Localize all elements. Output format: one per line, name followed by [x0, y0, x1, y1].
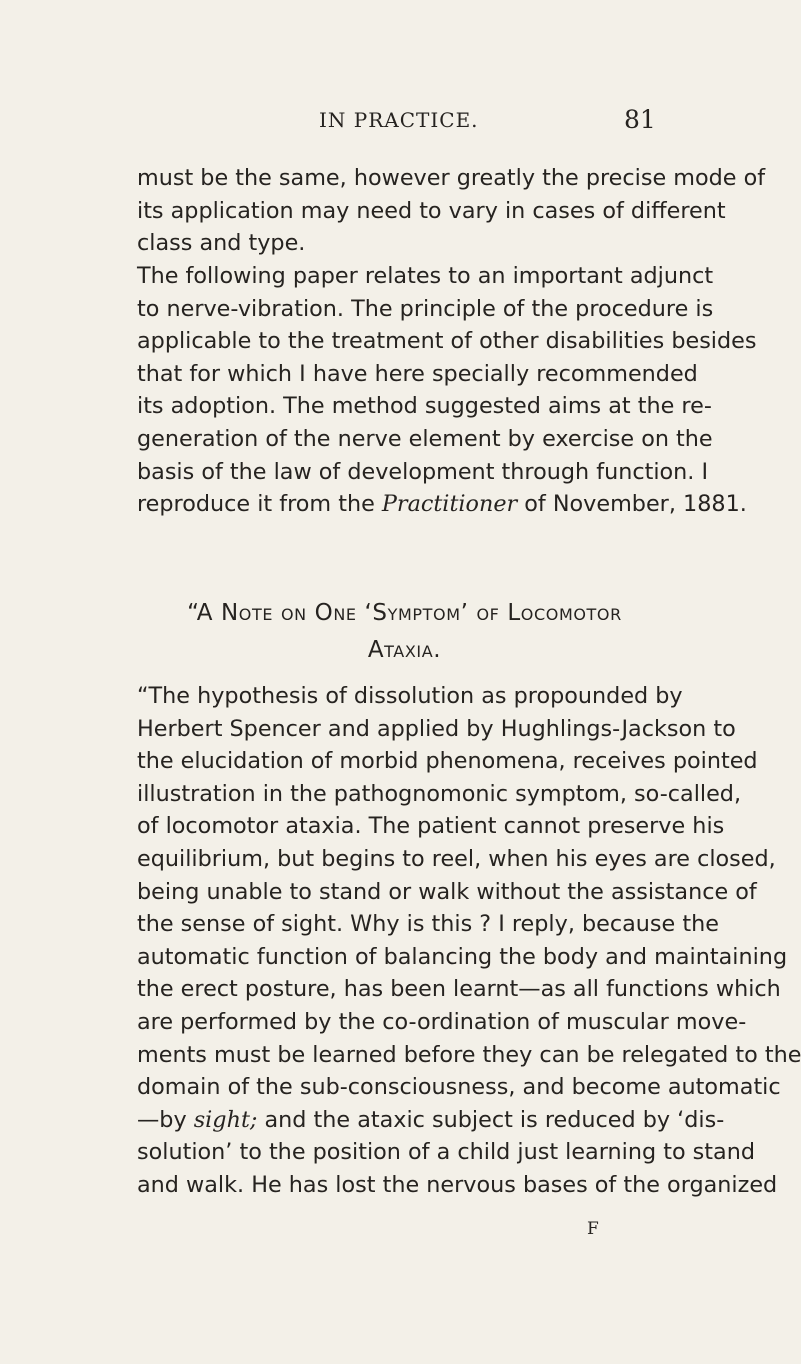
- text-line: The following paper relates to an important adjunct: [137, 263, 714, 289]
- paragraph-1: [137, 162, 766, 260]
- text-line: basis of the law of development through function. I: [137, 458, 709, 485]
- running-title: IN PRACTICE.: [319, 108, 479, 132]
- text-line: applicable to the treatment of other disabilities besides: [137, 328, 757, 355]
- heading-line: Ataxia.: [367, 637, 442, 663]
- text-line: automatic function of balancing the body and maintaining: [137, 943, 788, 970]
- text-line: the elucidation of morbid phenomena, receives pointed: [137, 748, 758, 775]
- paragraph-2: [137, 260, 757, 521]
- text-line: the sense of sight. Why is this ? I reply, because the: [137, 911, 719, 938]
- text-fragment: —by: [137, 1106, 194, 1133]
- text-line: that for which I have here specially recommended: [137, 360, 698, 387]
- text-line: domain of the sub-consciousness, and become automatic: [137, 1074, 781, 1101]
- text-fragment: and the ataxic subject is reduced by ‘dis-: [257, 1106, 725, 1133]
- text-line: the erect posture, has been learnt—as all functions which: [137, 976, 781, 1003]
- text-line: ments must be learned before they can be relegated to the: [137, 1041, 801, 1068]
- emphasized-word: sight;: [193, 1106, 258, 1133]
- text-line: solution’ to the position of a child just learning to stand: [137, 1139, 755, 1166]
- text-line: its application may need to vary in cases of different: [137, 197, 726, 224]
- text-line: must be the same, however greatly the precise mode of: [137, 165, 766, 191]
- text-line: of locomotor ataxia. The patient cannot preserve his: [137, 813, 725, 840]
- text-line: illustration in the pathognomonic symptom, so-called,: [137, 780, 742, 807]
- section-heading: [137, 595, 672, 669]
- paragraph-3: [137, 680, 801, 1202]
- text-line: and walk. He has lost the nervous bases of the organized: [137, 1171, 778, 1198]
- text-line-with-citation: [137, 488, 747, 521]
- text-line: are performed by the co-ordination of muscular move-: [137, 1008, 747, 1035]
- text-line: to nerve-vibration. The principle of the procedure is: [137, 295, 714, 322]
- text-fragment: of November, 1881.: [517, 491, 747, 518]
- text-line: equilibrium, but begins to reel, when his eyes are closed,: [137, 845, 776, 872]
- text-line: being unable to stand or walk without the assistance of: [137, 878, 757, 905]
- signature-mark: F: [587, 1219, 599, 1239]
- text-line-with-emphasis: [137, 1104, 725, 1137]
- text-line: Herbert Spencer and applied by Hughlings-Jackson to: [137, 715, 736, 742]
- page-number: 81: [624, 105, 656, 134]
- text-line: “The hypothesis of dissolution as propounded by: [137, 683, 683, 709]
- text-line: generation of the nerve element by exercise on the: [137, 425, 713, 452]
- text-line: its adoption. The method suggested aims at the re-: [137, 393, 712, 420]
- text-fragment: reproduce it from the: [137, 491, 382, 518]
- text-line: class and type.: [137, 230, 306, 257]
- heading-line: “A Note on One ‘Symptom’ of Locomotor: [187, 600, 622, 626]
- journal-title: Practitioner: [381, 491, 518, 518]
